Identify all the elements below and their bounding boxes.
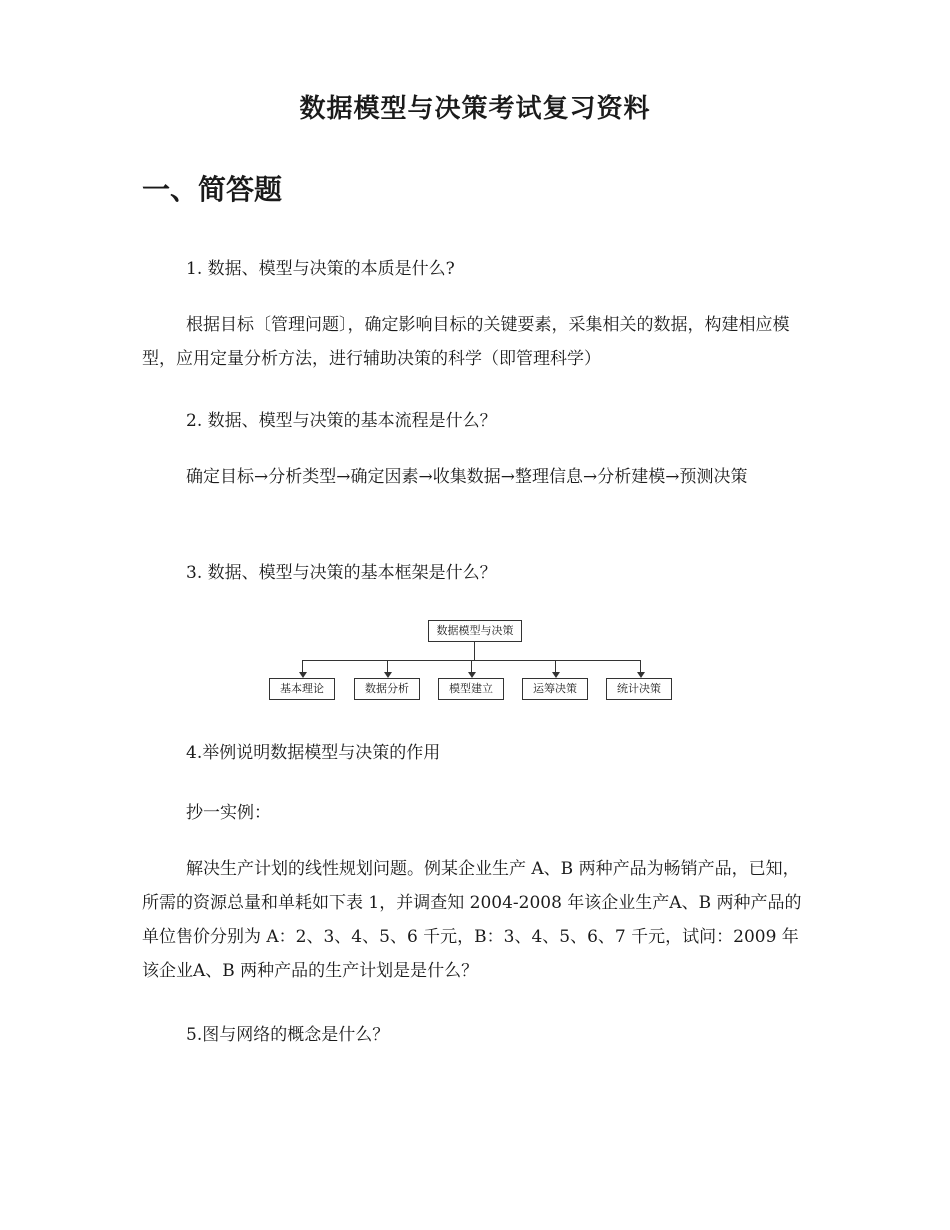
document-title: 数据模型与决策考试复习资料 (299, 94, 651, 124)
section-heading: 一、简答题 (142, 173, 283, 206)
diagram-child-box: 模型建立 (438, 678, 504, 700)
diagram-child-box: 基本理论 (269, 678, 335, 700)
diagram-connector (474, 642, 475, 660)
question-5: 5.图与网络的概念是什么？ (186, 1025, 390, 1045)
diagram-connector (302, 660, 303, 672)
framework-diagram (260, 614, 680, 710)
answer-4: 解决生产计划的线性规划问题。例某企业生产 A、B 两种产品为畅销产品，已知，所需的资源总量和单耗如下表 1，并调查知 2004-2008 年该企业生产A、B 两种产品的单位售价分别为 A：2、3、4、5、6 千元，B：3、4、5、6、7 千元，试问：2009 年该企业A、B 两种产品的生产计划是是什么？ (142, 859, 802, 981)
diagram-connector (555, 660, 556, 672)
diagram-child-box: 运筹决策 (522, 678, 588, 700)
example-intro: 抄一实例： (186, 803, 271, 823)
question-3: 3. 数据、模型与决策的基本框架是什么？ (186, 563, 497, 583)
diagram-child-box: 数据分析 (354, 678, 420, 700)
diagram-child-box: 统计决策 (606, 678, 672, 700)
question-4: 4.举例说明数据模型与决策的作用 (186, 743, 441, 763)
diagram-connector (387, 660, 388, 672)
answer-1: 根据目标〔管理问题〕，确定影响目标的关键要素，采集相关的数据，构建相应模型，应用定量分析方法，进行辅助决策的科学（即管理科学） (142, 315, 790, 369)
question-1: 1. 数据、模型与决策的本质是什么? (186, 259, 455, 279)
diagram-connector (471, 660, 472, 672)
diagram-connector (640, 660, 641, 672)
answer-2: 确定目标→分析类型→确定因素→收集数据→整理信息→分析建模→预测决策 (186, 467, 748, 487)
diagram-root-box: 数据模型与决策 (428, 620, 522, 642)
question-2: 2. 数据、模型与决策的基本流程是什么？ (186, 411, 497, 431)
